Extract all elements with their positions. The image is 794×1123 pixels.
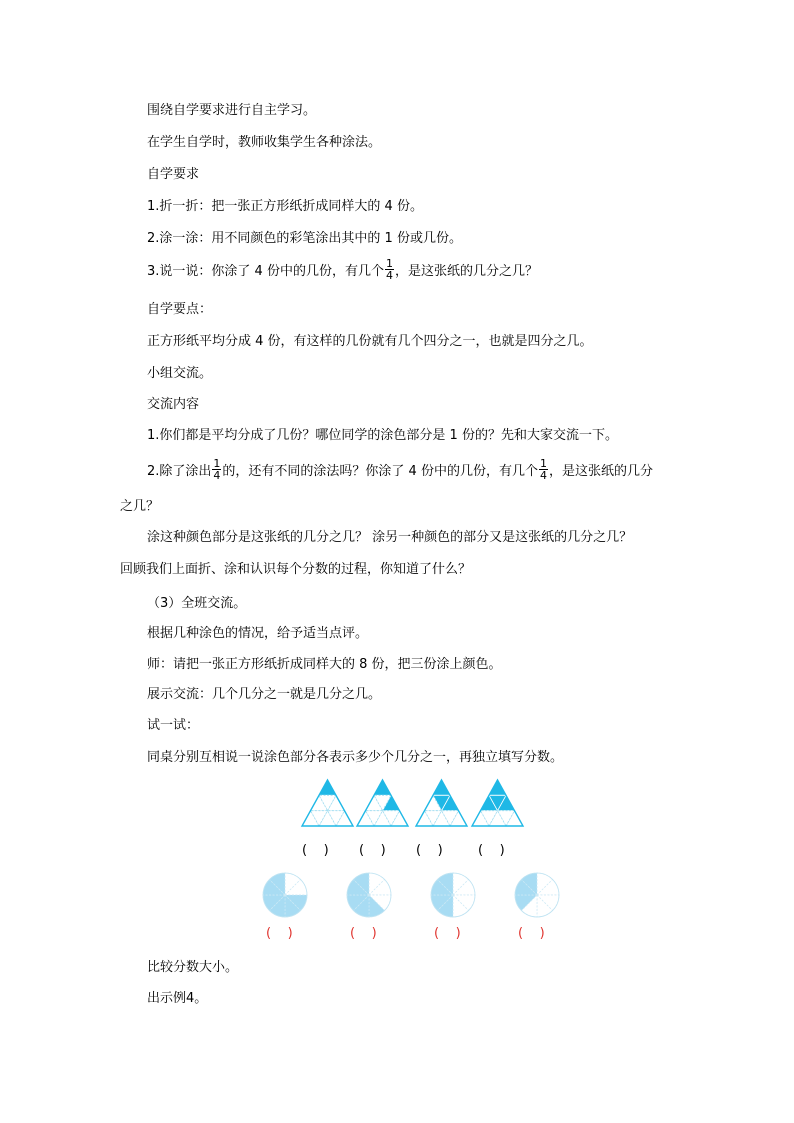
answer-blank[interactable]: ( ) — [266, 926, 293, 941]
answer-blank[interactable]: ( ) — [350, 926, 377, 941]
fraction — [539, 458, 548, 481]
text: ，是这张纸的几分之几？ — [394, 264, 538, 279]
heading: 自学要点： — [147, 302, 213, 317]
paragraph: 1.你们都是平均分成了几份？哪位同学的涂色部分是 1 份的？先和大家交流一下。 — [147, 428, 618, 443]
denominator: 4 — [385, 269, 393, 282]
text: 3.说一说：你涂了 4 份中的几份，有几个 — [147, 264, 384, 279]
paragraph: 围绕自学要求进行自主学习。 — [147, 103, 317, 118]
paragraph — [147, 457, 653, 483]
paragraph: 回顾我们上面折、涂和认识每个分数的过程，你知道了什么？ — [120, 562, 472, 577]
numerator: 1 — [385, 257, 393, 270]
paragraph: 同桌分别互相说一说涂色部分各表示多少个几分之一，再独立填写分数。 — [147, 750, 564, 765]
paragraph: 师：请把一张正方形纸折成同样大的 8 份，把三份涂上颜色。 — [147, 657, 502, 672]
circle-figures — [255, 870, 565, 922]
triangle-piece — [319, 780, 336, 795]
numerator: 1 — [213, 457, 221, 470]
paragraph: 小组交流。 — [147, 366, 213, 381]
answer-blank[interactable]: ( ) — [434, 926, 461, 941]
paragraph: 1.折一折：把一张正方形纸折成同样大的 4 份。 — [147, 199, 423, 214]
answer-blank[interactable]: ( ) — [416, 843, 443, 858]
paragraph: 之几？ — [120, 499, 160, 514]
paragraph: 正方形纸平均分成 4 份，有这样的几份就有几个四分之一，也就是四分之几。 — [147, 334, 593, 349]
paragraph: 展示交流：几个几分之一就是几分之几。 — [147, 687, 382, 702]
triangle-piece — [433, 780, 450, 795]
text: 2.除了涂出 — [147, 464, 212, 479]
paragraph — [147, 257, 538, 283]
denominator: 4 — [539, 469, 547, 482]
answer-blank[interactable]: ( ) — [302, 843, 329, 858]
paragraph: 涂这种颜色部分是这张纸的几分之几？ 涂另一种颜色的部分又是这张纸的几分之几？ — [147, 530, 633, 545]
fraction — [385, 258, 394, 281]
paragraph: （3）全班交流。 — [147, 596, 247, 611]
text: ，是这张纸的几分 — [548, 464, 653, 479]
paragraph: 比较分数大小。 — [147, 960, 239, 975]
numerator: 1 — [539, 457, 547, 470]
text: 的，还有不同的涂法吗？你涂了 4 份中的几份，有几个 — [222, 464, 538, 479]
triangle-piece — [489, 780, 506, 795]
paragraph: 出示例4。 — [147, 991, 208, 1006]
answer-blank[interactable]: ( ) — [518, 926, 545, 941]
heading: 自学要求 — [147, 167, 200, 182]
paragraph: 在学生自学时，教师收集学生各种涂法。 — [147, 135, 382, 150]
heading: 交流内容 — [147, 397, 200, 412]
heading: 试一试： — [147, 718, 200, 733]
paragraph: 根据几种涂色的情况，给予适当点评。 — [147, 626, 369, 641]
triangle-figures — [300, 778, 540, 828]
fraction — [212, 458, 221, 481]
paragraph: 2.涂一涂：用不同颜色的彩笔涂出其中的 1 份或几份。 — [147, 231, 462, 246]
triangle-piece — [374, 780, 391, 795]
answer-blank[interactable]: ( ) — [359, 843, 386, 858]
answer-blank[interactable]: ( ) — [478, 843, 505, 858]
denominator: 4 — [213, 469, 221, 482]
